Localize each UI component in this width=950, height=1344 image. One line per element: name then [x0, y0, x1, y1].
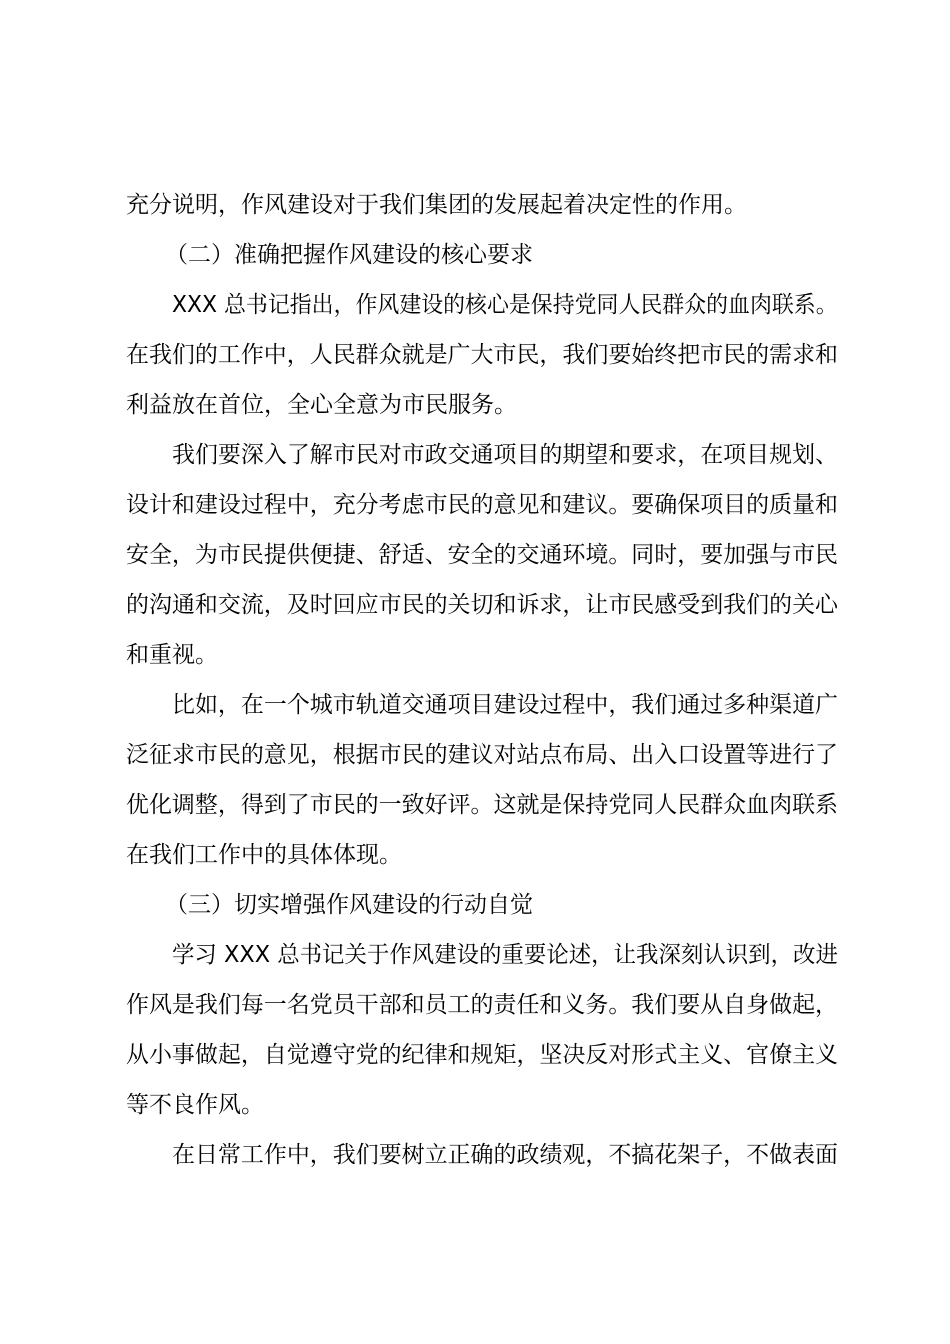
- text-line: 的沟通和交流，及时回应市民的关切和诉求，让市民感受到我们的关心: [126, 592, 839, 618]
- text-line: 等不良作风。: [126, 1092, 264, 1118]
- text-line: 充分说明，作风建设对于我们集团的发展起着决定性的作用。: [126, 192, 747, 218]
- text-line: 优化调整，得到了市民的一致好评。这就是保持党同人民群众血肉联系: [126, 792, 839, 818]
- text-line: 比如，在一个城市轨道交通项目建设过程中，我们通过多种渠道广: [172, 692, 838, 718]
- section-heading-3: （三）切实增强作风建设的行动自觉: [165, 892, 533, 918]
- text-line: 在我们的工作中，人民群众就是广大市民，我们要始终把市民的需求和: [126, 342, 839, 368]
- section-heading-2: （二）准确把握作风建设的核心要求: [165, 242, 533, 268]
- text-line: XXX 总书记指出，作风建设的核心是保持党同人民群众的血肉联系。: [172, 292, 838, 318]
- text-line: 泛征求市民的意见，根据市民的建议对站点布局、出入口设置等进行了: [126, 742, 839, 768]
- text-line: 安全，为市民提供便捷、舒适、安全的交通环境。同时，要加强与市民: [126, 542, 839, 568]
- text-line: 在日常工作中，我们要树立正确的政绩观，不搞花架子，不做表面: [172, 1142, 838, 1168]
- text-line: 我们要深入了解市民对市政交通项目的期望和要求，在项目规划、: [172, 442, 838, 468]
- text-line: 设计和建设过程中，充分考虑市民的意见和建议。要确保项目的质量和: [126, 492, 839, 518]
- text-line: 在我们工作中的具体体现。: [126, 842, 402, 868]
- text-line: 学习 XXX 总书记关于作风建设的重要论述，让我深刻认识到，改进: [172, 942, 838, 968]
- text-line: 利益放在首位，全心全意为市民服务。: [126, 392, 517, 418]
- text-line: 从小事做起，自觉遵守党的纪律和规矩，坚决反对形式主义、官僚主义: [126, 1042, 839, 1068]
- text-line: 和重视。: [126, 642, 218, 668]
- text-line: 作风是我们每一名党员干部和员工的责任和义务。我们要从自身做起，: [126, 992, 839, 1018]
